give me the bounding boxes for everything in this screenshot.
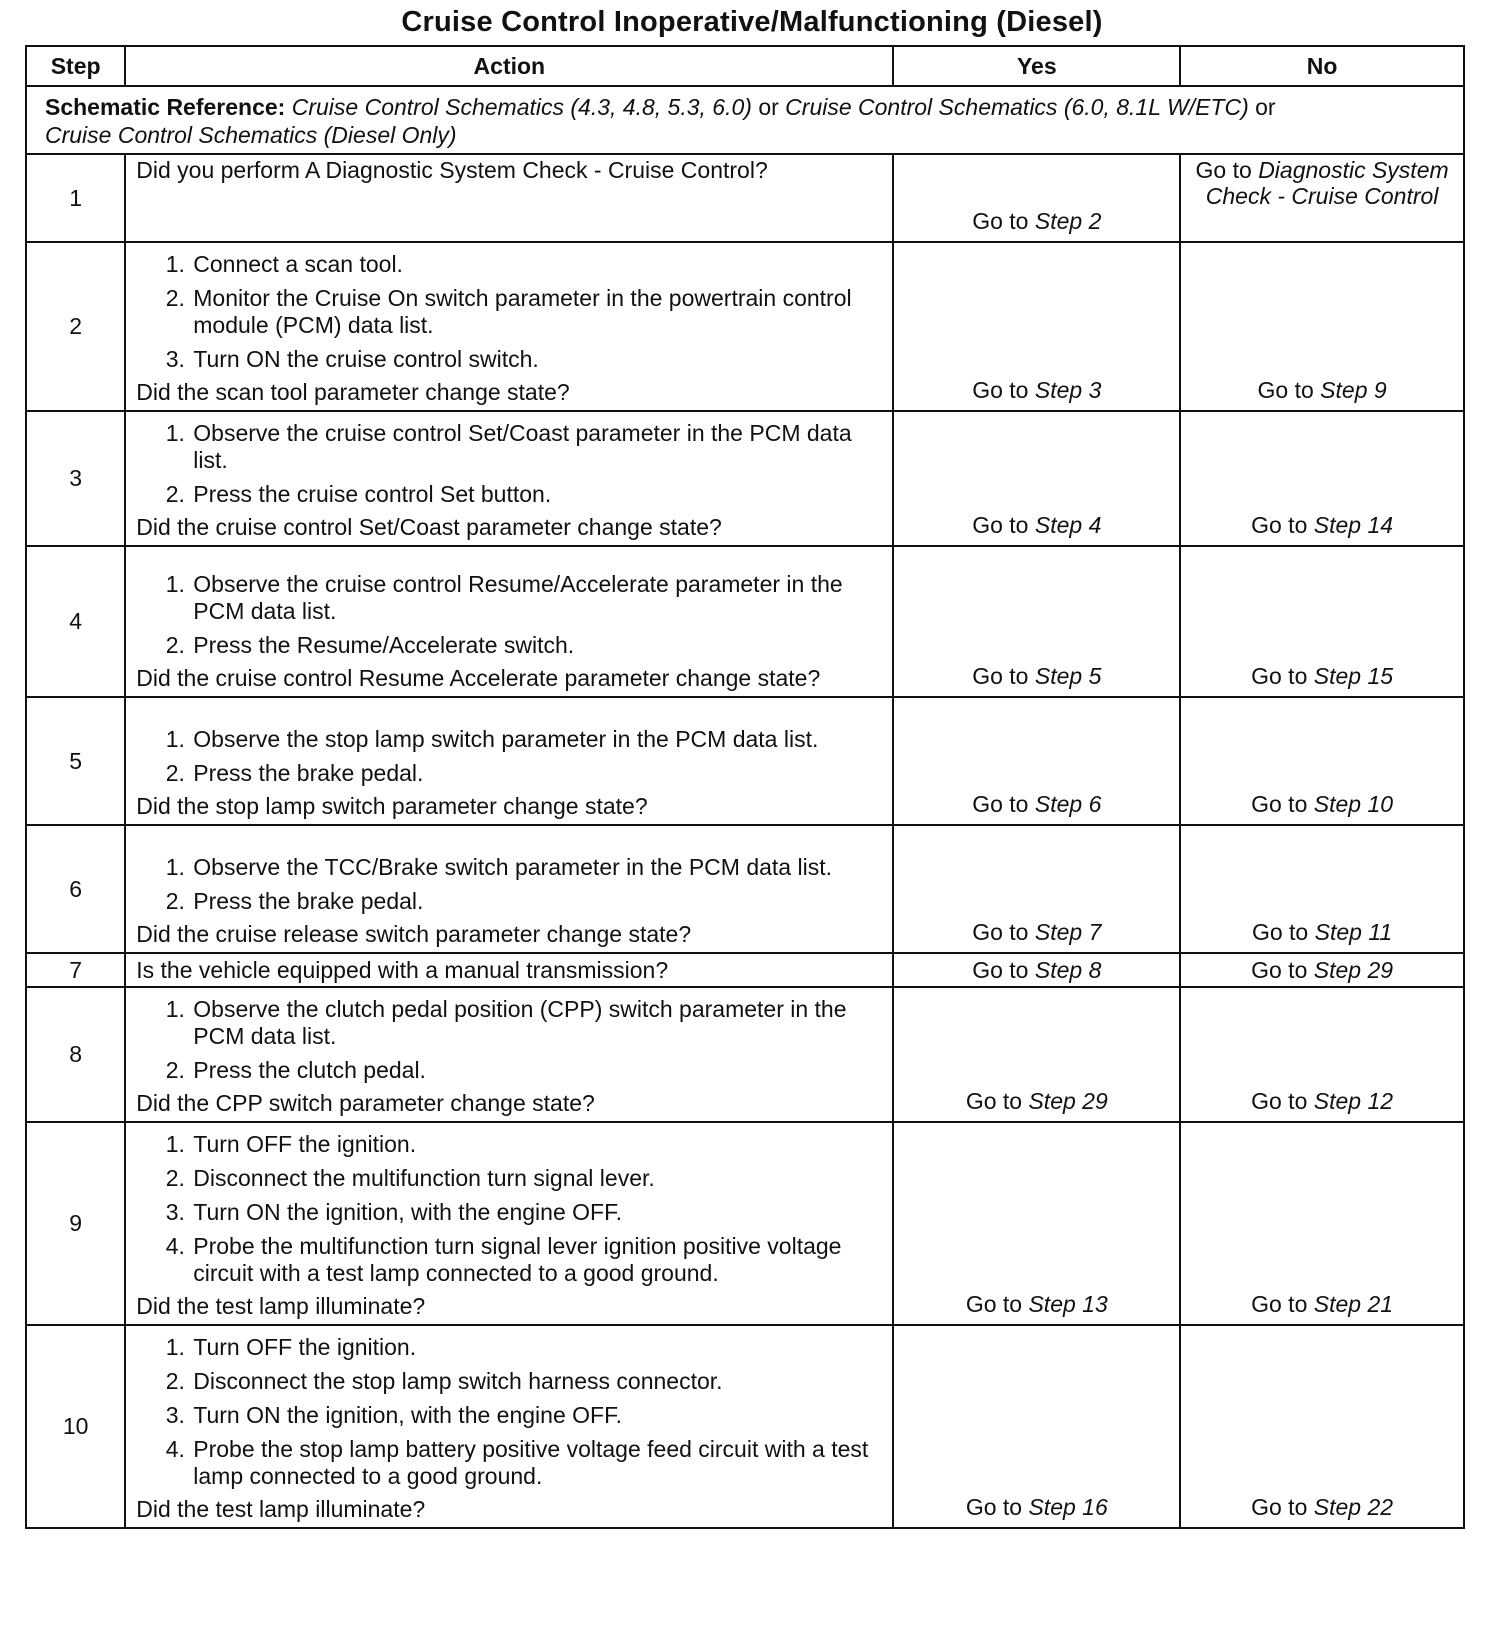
yes-cell — [893, 953, 1180, 987]
yes-cell — [893, 154, 1180, 242]
action-steps — [136, 726, 882, 787]
action-cell — [125, 697, 893, 825]
table-row — [26, 987, 1464, 1122]
header-action: Action — [125, 46, 893, 86]
goto-prefix: Go to — [1251, 1088, 1308, 1114]
schematic-label: Schematic Reference: — [45, 94, 286, 120]
yes-cell — [893, 1325, 1180, 1528]
step-number: 9 — [26, 1122, 125, 1325]
goto-prefix: Go to — [1251, 512, 1308, 538]
goto-prefix: Go to — [972, 791, 1029, 817]
goto-yes-link[interactable]: Step 4 — [1034, 512, 1102, 538]
goto-yes-link[interactable]: Step 7 — [1034, 919, 1102, 945]
goto-yes-link[interactable]: Step 29 — [1028, 1088, 1108, 1114]
goto-prefix: Go to — [972, 919, 1029, 945]
action-step: 2. Press the brake pedal. — [191, 760, 882, 787]
action-question: Did the cruise release switch parameter change state? — [136, 921, 692, 947]
action-cell — [125, 1122, 893, 1325]
action-question: Did the test lamp illuminate? — [136, 1293, 426, 1319]
header-yes: Yes — [893, 46, 1180, 86]
goto-no-link[interactable]: Step 14 — [1313, 512, 1394, 538]
action-step: 2. Disconnect the multifunction turn signal lever. — [191, 1165, 882, 1192]
action-question: Did the stop lamp switch parameter change state? — [136, 793, 648, 819]
action-steps — [136, 854, 882, 915]
or-text: or — [758, 94, 779, 120]
action-step: 1. Turn OFF the ignition. — [191, 1334, 882, 1361]
goto-yes-link[interactable]: Step 5 — [1034, 663, 1102, 689]
action-step: 2. Press the clutch pedal. — [191, 1057, 882, 1084]
step-number: 8 — [26, 987, 125, 1122]
action-question: Did the scan tool parameter change state? — [136, 379, 570, 405]
no-cell — [1180, 411, 1464, 546]
schematic-reference-row — [26, 86, 1464, 154]
table-row — [26, 154, 1464, 242]
schematic-link-1[interactable]: Cruise Control Schematics (4.3, 4.8, 5.3, 6.0) — [291, 94, 752, 120]
action-step: 1. Observe the cruise control Set/Coast parameter in the PCM data list. — [191, 420, 882, 474]
goto-prefix: Go to — [972, 663, 1029, 689]
goto-no-link[interactable]: Step 15 — [1313, 663, 1394, 689]
step-number: 1 — [26, 154, 125, 242]
step-number: 5 — [26, 697, 125, 825]
action-step: 1. Observe the cruise control Resume/Accelerate parameter in the PCM data list. — [191, 571, 882, 625]
action-cell — [125, 987, 893, 1122]
action-step: 1. Observe the stop lamp switch parameter in the PCM data list. — [191, 726, 882, 753]
action-step: 1. Turn OFF the ignition. — [191, 1131, 882, 1158]
table-row — [26, 1325, 1464, 1528]
action-step: 2. Monitor the Cruise On switch parameter in the powertrain control module (PCM) data list. — [191, 285, 882, 339]
yes-cell — [893, 987, 1180, 1122]
action-step: 3. Turn ON the ignition, with the engine OFF. — [191, 1199, 882, 1226]
goto-prefix: Go to — [972, 956, 1029, 983]
goto-prefix: Go to — [972, 512, 1029, 538]
goto-yes-link[interactable]: Step 8 — [1034, 956, 1102, 983]
header-no: No — [1180, 46, 1464, 86]
action-steps — [136, 1334, 882, 1490]
table-row — [26, 411, 1464, 546]
no-cell — [1180, 154, 1464, 242]
table-row — [26, 242, 1464, 411]
yes-cell — [893, 1122, 1180, 1325]
action-cell — [125, 953, 893, 987]
action-cell — [125, 411, 893, 546]
goto-prefix: Go to — [1251, 919, 1309, 945]
schematic-link-3[interactable]: Cruise Control Schematics (Diesel Only) — [45, 122, 457, 148]
action-steps — [136, 251, 882, 373]
no-cell — [1180, 953, 1464, 987]
goto-no-link[interactable]: Step 21 — [1313, 1291, 1394, 1317]
goto-prefix: Go to — [1251, 956, 1308, 983]
action-cell — [125, 546, 893, 697]
goto-no-link[interactable]: Step 22 — [1313, 1494, 1394, 1520]
action-steps — [136, 571, 882, 659]
goto-prefix: Go to — [1251, 1291, 1308, 1317]
yes-cell — [893, 697, 1180, 825]
no-cell — [1180, 546, 1464, 697]
goto-no-link[interactable]: Step 9 — [1320, 377, 1387, 403]
goto-prefix: Go to — [965, 1494, 1023, 1520]
header-step: Step — [26, 46, 125, 86]
action-question: Is the vehicle equipped with a manual transmission? — [136, 957, 669, 983]
action-step: 2. Press the Resume/Accelerate switch. — [191, 632, 882, 659]
action-question: Did the test lamp illuminate? — [136, 1496, 426, 1522]
goto-prefix: Go to — [1251, 1494, 1308, 1520]
action-step: 2. Press the brake pedal. — [191, 888, 882, 915]
action-step: 3. Turn ON the cruise control switch. — [191, 346, 882, 373]
action-step: 4. Probe the stop lamp battery positive voltage feed circuit with a test lamp connected to a good ground. — [191, 1436, 882, 1490]
goto-prefix: Go to — [1251, 663, 1308, 689]
goto-no-link[interactable]: Step 12 — [1313, 1088, 1394, 1114]
goto-no-link[interactable]: Diagnostic System Check - Cruise Control — [1205, 157, 1449, 209]
goto-prefix: Go to — [965, 1291, 1023, 1317]
action-steps — [136, 420, 882, 508]
action-question: Did the cruise control Resume Accelerate parameter change state? — [136, 665, 821, 691]
goto-prefix: Go to — [965, 1088, 1023, 1114]
action-cell — [125, 154, 893, 242]
table-row — [26, 825, 1464, 953]
action-question: Did the CPP switch parameter change state? — [136, 1090, 595, 1116]
goto-prefix: Go to — [972, 208, 1029, 234]
step-number: 2 — [26, 242, 125, 411]
no-cell — [1180, 1122, 1464, 1325]
goto-no-link[interactable]: Step 10 — [1313, 791, 1394, 817]
action-cell — [125, 825, 893, 953]
no-cell — [1180, 825, 1464, 953]
action-step: 1. Observe the TCC/Brake switch parameter in the PCM data list. — [191, 854, 882, 881]
step-number: 10 — [26, 1325, 125, 1528]
action-question: Did you perform A Diagnostic System Check - Cruise Control? — [136, 157, 768, 183]
goto-prefix: Go to — [1251, 791, 1308, 817]
step-number: 6 — [26, 825, 125, 953]
goto-no-link[interactable]: Step 29 — [1313, 956, 1394, 983]
schematic-reference — [26, 86, 1464, 154]
table-row — [26, 546, 1464, 697]
yes-cell — [893, 242, 1180, 411]
step-number: 3 — [26, 411, 125, 546]
goto-prefix: Go to — [1195, 157, 1252, 183]
goto-yes-link[interactable]: Step 2 — [1034, 208, 1102, 234]
action-step: 2. Disconnect the stop lamp switch harness connector. — [191, 1368, 882, 1395]
no-cell — [1180, 1325, 1464, 1528]
or-text: or — [1255, 94, 1276, 120]
goto-yes-link[interactable]: Step 3 — [1034, 377, 1102, 403]
no-cell — [1180, 697, 1464, 825]
action-cell — [125, 1325, 893, 1528]
yes-cell — [893, 825, 1180, 953]
goto-prefix: Go to — [972, 377, 1029, 403]
no-cell — [1180, 987, 1464, 1122]
action-step: 1. Connect a scan tool. — [191, 251, 882, 278]
action-step: 3. Turn ON the ignition, with the engine OFF. — [191, 1402, 882, 1429]
table-row — [26, 953, 1464, 987]
step-number: 4 — [26, 546, 125, 697]
table-row — [26, 697, 1464, 825]
action-step: 1. Observe the clutch pedal position (CPP) switch parameter in the PCM data list. — [191, 996, 882, 1050]
table-row — [26, 1122, 1464, 1325]
action-cell — [125, 242, 893, 411]
goto-yes-link[interactable]: Step 16 — [1028, 1494, 1108, 1520]
yes-cell — [893, 411, 1180, 546]
header-row — [26, 46, 1464, 86]
goto-yes-link[interactable]: Step 6 — [1034, 791, 1102, 817]
schematic-link-2[interactable]: Cruise Control Schematics (6.0, 8.1L W/ETC) — [785, 94, 1249, 120]
goto-yes-link[interactable]: Step 13 — [1028, 1291, 1108, 1317]
goto-prefix: Go to — [1257, 377, 1314, 403]
action-steps — [136, 996, 882, 1084]
page-title: Cruise Control Inoperative/Malfunctioning (Diesel) — [401, 6, 1103, 38]
step-number: 7 — [26, 953, 125, 987]
action-question: Did the cruise control Set/Coast parameter change state? — [136, 514, 722, 540]
yes-cell — [893, 546, 1180, 697]
action-steps — [136, 1131, 882, 1287]
action-step: 2. Press the cruise control Set button. — [191, 481, 882, 508]
no-cell — [1180, 242, 1464, 411]
diagnostic-table — [25, 45, 1465, 1529]
action-step: 4. Probe the multifunction turn signal lever ignition positive voltage circuit with a test lamp connected to a good ground. — [191, 1233, 882, 1287]
goto-no-link[interactable]: Step 11 — [1314, 919, 1393, 945]
